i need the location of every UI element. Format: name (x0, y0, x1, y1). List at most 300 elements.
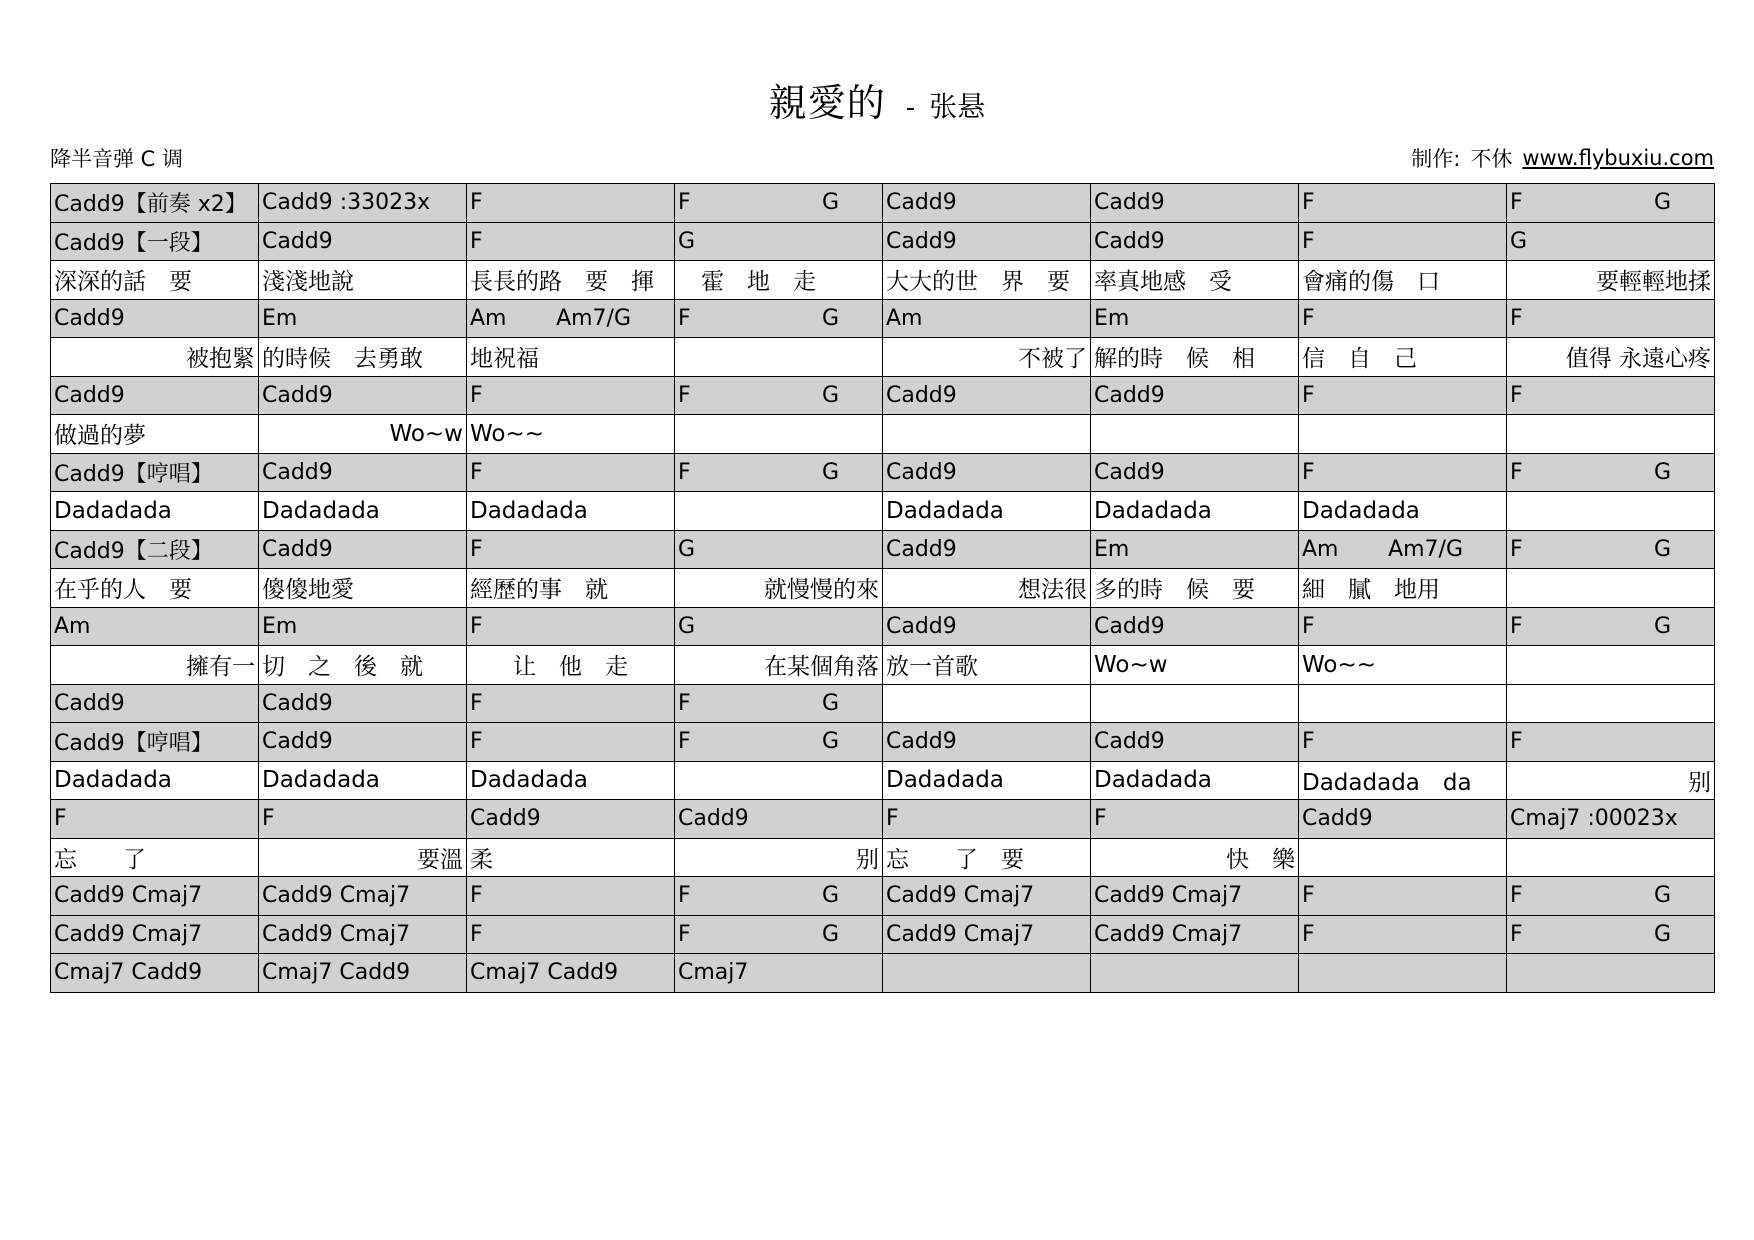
chord-first: Am (470, 305, 507, 331)
chord-cell (883, 915, 1091, 954)
lyric-cell (1507, 761, 1715, 800)
chord-text: Cadd9 Cmaj7 (886, 883, 1035, 909)
lyric-text: 别 (1688, 769, 1711, 796)
lyric-cell (1091, 646, 1299, 685)
chord-first: F (678, 921, 691, 947)
lyric-cell (1299, 761, 1507, 800)
chord-cell (467, 607, 675, 646)
chord-cell (1507, 607, 1715, 646)
lyric-text: 信 自 己 (1302, 346, 1417, 373)
lyric-cell (1299, 338, 1507, 377)
chord-text: F (470, 729, 483, 755)
chord-text: Am (54, 613, 91, 639)
lyric-cell (883, 838, 1091, 877)
lyric-cell (675, 338, 883, 377)
chord-text: Cadd9 Cmaj7 (262, 883, 411, 909)
chord-second: G (821, 729, 839, 755)
chord-pair (678, 922, 879, 947)
lyric-text: 忘 了 要 (886, 846, 1024, 873)
chord-pair (678, 190, 879, 215)
chord-text: Cadd9【哼唱】 (54, 731, 213, 757)
chord-second: G (1653, 883, 1671, 909)
lyric-cell (259, 492, 467, 531)
lyric-text: Dadadada (470, 767, 588, 794)
lyric-cell (1091, 492, 1299, 531)
chord-cell (259, 915, 467, 954)
chord-second: G (1653, 190, 1671, 216)
lyric-cell (51, 261, 259, 300)
chord-text: Cadd9 Cmaj7 (886, 921, 1035, 947)
chord-text: Am (886, 305, 923, 331)
lyric-cell (51, 838, 259, 877)
lyric-text: 擁有一 (186, 654, 255, 681)
lyric-cell (259, 761, 467, 800)
lyric-cell (51, 646, 259, 685)
song-title: 親愛的 (768, 81, 886, 125)
chord-first: Am (1302, 536, 1339, 562)
chord-text: F (470, 382, 483, 408)
chord-cell (467, 915, 675, 954)
chord-text: F (886, 806, 899, 832)
chord-cell (51, 222, 259, 261)
lyric-cell (1299, 492, 1507, 531)
chord-cell (883, 222, 1091, 261)
lyric-text: 深深的話 要 (54, 269, 192, 296)
chord-cell (1507, 723, 1715, 762)
chord-second: G (821, 305, 839, 331)
chord-cell (1507, 222, 1715, 261)
lyric-text: 别 (856, 846, 879, 873)
lyric-text: 大大的世 界 要 (886, 269, 1070, 296)
lyric-cell (1299, 261, 1507, 300)
chord-cell (51, 877, 259, 916)
chord-cell (675, 607, 883, 646)
chord-cell (51, 954, 259, 993)
chord-text: Cadd9【哼唱】 (54, 461, 213, 487)
lyric-row (51, 338, 1715, 377)
lyric-cell (467, 338, 675, 377)
chord-text: Cmaj7 Cadd9 (470, 960, 619, 986)
chord-text: F (1302, 883, 1315, 909)
chord-pair (678, 306, 879, 331)
chord-second: G (821, 883, 839, 909)
chord-text: Em (1094, 305, 1130, 331)
credit-label: 制作: (1411, 147, 1461, 171)
chord-cell (259, 877, 467, 916)
chord-row (51, 800, 1715, 839)
chord-text: Cadd9 (886, 382, 957, 408)
lyric-cell (1091, 261, 1299, 300)
lyric-text: 让 他 走 (513, 654, 628, 681)
lyric-cell (1299, 646, 1507, 685)
lyric-text: 柔 (470, 846, 493, 873)
key-info: 降半音弹 C 调 (50, 147, 184, 171)
lyric-cell (1299, 569, 1507, 608)
chord-cell (467, 723, 675, 762)
lyric-cell (675, 492, 883, 531)
lyric-text: 長長的路 要 揮 (470, 269, 654, 296)
chord-cell (1091, 877, 1299, 916)
title-separator: - (905, 93, 916, 123)
lyric-cell (467, 838, 675, 877)
lyric-row (51, 646, 1715, 685)
chord-cell (259, 684, 467, 723)
chord-first: F (678, 690, 691, 716)
chord-text: F (470, 883, 483, 909)
lyric-cell (883, 761, 1091, 800)
lyric-text: 在乎的人 要 (54, 577, 192, 604)
chord-cell (1299, 299, 1507, 338)
chord-cell (1507, 453, 1715, 492)
lyric-text: Wo~w (389, 420, 463, 447)
lyric-row (51, 492, 1715, 531)
chord-second: G (1653, 536, 1671, 562)
chord-cell (1299, 530, 1507, 569)
chord-cell (1507, 800, 1715, 839)
lyric-cell (675, 838, 883, 877)
chord-cell (1507, 684, 1715, 723)
chord-first: F (678, 729, 691, 755)
lyric-text: Dadadada (886, 497, 1004, 524)
chord-text: F (1094, 806, 1107, 832)
lyric-cell (259, 338, 467, 377)
lyric-cell (467, 492, 675, 531)
lyric-text: 放一首歌 (886, 654, 978, 681)
chord-cell (675, 376, 883, 415)
chord-text: Cmaj7 (678, 960, 749, 986)
lyric-cell (467, 261, 675, 300)
credit-author: 不休 (1470, 147, 1513, 171)
chord-text: Cadd9 (470, 806, 541, 832)
chord-text: Cadd9 (1094, 228, 1165, 254)
chord-second: G (821, 459, 839, 485)
chord-cell (1507, 299, 1715, 338)
lyric-cell (883, 261, 1091, 300)
lyric-text: 快 樂 (1226, 846, 1295, 873)
lyric-text: Dadadada (1302, 497, 1420, 524)
chord-cell (675, 915, 883, 954)
chord-text: G (1510, 228, 1528, 254)
chord-cell (1299, 723, 1507, 762)
chord-cell (1091, 607, 1299, 646)
chord-text: F (1510, 382, 1523, 408)
lyric-cell (259, 261, 467, 300)
chord-text: Cmaj7 Cadd9 (54, 960, 203, 986)
chord-cell (883, 607, 1091, 646)
chord-cell (467, 877, 675, 916)
lyric-text: 淺淺地說 (262, 269, 354, 296)
lyric-text: Dadadada (470, 497, 588, 524)
chord-cell (259, 222, 467, 261)
lyric-cell (51, 415, 259, 454)
chord-text: Cadd9 (678, 806, 749, 832)
chord-text: Cadd9 (54, 305, 125, 331)
lyric-text: 地祝福 (470, 346, 539, 373)
lyric-text: Wo~~ (1302, 651, 1377, 678)
chord-cell (51, 530, 259, 569)
lyric-cell (1299, 415, 1507, 454)
chord-text: Cadd9 (54, 382, 125, 408)
chord-text: Cadd9 (262, 536, 333, 562)
lyric-cell (675, 569, 883, 608)
chord-cell (1091, 684, 1299, 723)
chord-text: Cadd9 :33023x (262, 190, 431, 216)
lyric-text: 在某個角落 (764, 654, 879, 681)
chord-text: F (1302, 613, 1315, 639)
chord-text: G (678, 228, 696, 254)
lyric-text: Dadadada (1094, 497, 1212, 524)
chord-second: G (821, 382, 839, 408)
chord-text: F (470, 690, 483, 716)
lyric-cell (467, 646, 675, 685)
chord-cell (467, 800, 675, 839)
chord-cell (675, 954, 883, 993)
chord-cell (467, 453, 675, 492)
lyric-cell (883, 338, 1091, 377)
chord-cell (467, 954, 675, 993)
lyric-cell (1507, 646, 1715, 685)
chord-pair (678, 883, 879, 908)
chord-cell (51, 453, 259, 492)
chord-row (51, 607, 1715, 646)
lyric-text: Dadadada (1094, 767, 1212, 794)
chord-cell (1507, 184, 1715, 223)
lyric-cell (1091, 569, 1299, 608)
chord-row (51, 299, 1715, 338)
sub-header (50, 143, 1714, 173)
chord-cell (1299, 684, 1507, 723)
lyric-cell (883, 492, 1091, 531)
lyric-cell (467, 569, 675, 608)
chord-row (51, 222, 1715, 261)
chord-text: F (54, 806, 67, 832)
chord-cell (259, 723, 467, 762)
chord-cell (883, 684, 1091, 723)
chord-cell (259, 954, 467, 993)
chord-cell (1507, 954, 1715, 993)
chord-lyric-grid (50, 183, 1715, 993)
chord-cell (1299, 800, 1507, 839)
chord-second: G (821, 921, 839, 947)
chord-text: Cmaj7 Cadd9 (262, 960, 411, 986)
lyric-text: 解的時 候 相 (1094, 346, 1255, 373)
lyric-row (51, 838, 1715, 877)
lyric-cell (675, 646, 883, 685)
chord-pair (1510, 537, 1711, 562)
chord-text: F (1302, 190, 1315, 216)
lyric-cell (259, 838, 467, 877)
chord-pair (470, 306, 671, 331)
chord-first: F (678, 382, 691, 408)
chord-second: G (1653, 613, 1671, 639)
chord-cell (1299, 915, 1507, 954)
chord-first: F (678, 305, 691, 331)
lyric-text: 值得 永遠心疼 (1565, 346, 1711, 373)
credit (1411, 143, 1714, 173)
chord-cell (51, 915, 259, 954)
lyric-text: Dadadada (54, 767, 172, 794)
chord-text: Cadd9 (1094, 613, 1165, 639)
lyric-text: Dadadada (886, 767, 1004, 794)
chord-cell (259, 453, 467, 492)
lyric-text: Wo~w (1094, 651, 1168, 678)
chord-cell (1299, 453, 1507, 492)
chord-text: Cadd9【二段】 (54, 538, 213, 564)
lyric-cell (1507, 569, 1715, 608)
lyric-cell (883, 415, 1091, 454)
lyric-text: 不被了 (1018, 346, 1087, 373)
chord-text: F (470, 921, 483, 947)
lyric-text: 做過的夢 (54, 423, 146, 450)
lyric-text: 傻傻地愛 (262, 577, 354, 604)
chord-text: Cadd9 (262, 382, 333, 408)
lyric-text: Dadadada (262, 767, 380, 794)
chord-text: Cadd9 (262, 690, 333, 716)
lyric-cell (675, 261, 883, 300)
lyric-text: 經歷的事 就 (470, 577, 608, 604)
chord-text: F (1302, 382, 1315, 408)
chord-row (51, 184, 1715, 223)
chord-cell (51, 800, 259, 839)
chord-text: Cadd9【一段】 (54, 230, 213, 256)
chord-cell (259, 530, 467, 569)
chord-text: Cadd9 Cmaj7 (54, 921, 203, 947)
chord-cell (675, 684, 883, 723)
chord-text: G (678, 613, 696, 639)
chord-cell (259, 184, 467, 223)
chord-text: Cadd9 (886, 190, 957, 216)
lyric-cell (1299, 838, 1507, 877)
lyric-row (51, 569, 1715, 608)
chord-text: Cadd9 (886, 459, 957, 485)
chord-first: F (678, 190, 691, 216)
chord-first: F (1510, 459, 1523, 485)
chord-second: Am7/G (556, 305, 631, 331)
chord-text: F (1302, 459, 1315, 485)
chord-pair (678, 691, 879, 716)
website-link[interactable]: www.flybuxiu.com (1522, 146, 1714, 170)
lyric-text: 忘 了 (54, 846, 146, 873)
chord-cell (1091, 800, 1299, 839)
lyric-cell (51, 761, 259, 800)
chord-text: F (470, 228, 483, 254)
chord-cell (51, 723, 259, 762)
chord-cell (883, 184, 1091, 223)
chord-cell (467, 184, 675, 223)
lyric-row (51, 415, 1715, 454)
chord-cell (259, 607, 467, 646)
lyric-text: 細 膩 地用 (1302, 577, 1440, 604)
chord-cell (1091, 530, 1299, 569)
chord-pair (1302, 537, 1503, 562)
chord-pair (1510, 922, 1711, 947)
lyric-text: 要輕輕地揉 (1596, 269, 1711, 296)
chord-cell (1091, 723, 1299, 762)
chord-cell (675, 800, 883, 839)
lyric-cell (467, 415, 675, 454)
lyric-cell (51, 492, 259, 531)
chord-cell (675, 877, 883, 916)
lyric-text: 要溫 (417, 846, 463, 873)
lyric-text: Dadadada da (1302, 769, 1472, 796)
lyric-cell (1091, 838, 1299, 877)
lyric-cell (1507, 415, 1715, 454)
chord-text: Cadd9 (886, 536, 957, 562)
chord-pair (678, 383, 879, 408)
chord-text: Cadd9 (1094, 459, 1165, 485)
chord-text: Em (262, 305, 298, 331)
chord-text: Cadd9 (1094, 382, 1165, 408)
lyric-cell (259, 646, 467, 685)
lyric-cell (467, 761, 675, 800)
chord-text: F (1302, 921, 1315, 947)
chord-cell (1299, 954, 1507, 993)
lyric-text: Wo~~ (470, 420, 545, 447)
chord-cell (51, 299, 259, 338)
chord-cell (675, 299, 883, 338)
chord-cell (675, 723, 883, 762)
chord-text: Cadd9 (54, 690, 125, 716)
chord-cell (883, 299, 1091, 338)
chord-text: F (1302, 305, 1315, 331)
lyric-cell (259, 415, 467, 454)
chord-first: F (1510, 613, 1523, 639)
chord-cell (1091, 299, 1299, 338)
lyric-text: Dadadada (54, 497, 172, 524)
chord-row (51, 915, 1715, 954)
chord-text: Cadd9 Cmaj7 (54, 883, 203, 909)
chord-cell (1299, 376, 1507, 415)
chord-text: Cmaj7 :00023x (1510, 806, 1678, 832)
chord-text: F (262, 806, 275, 832)
chord-text: F (1510, 305, 1523, 331)
chord-first: F (1510, 190, 1523, 216)
chord-cell (1299, 607, 1507, 646)
chord-second: G (1653, 921, 1671, 947)
chord-pair (678, 460, 879, 485)
chord-text: F (470, 190, 483, 216)
chord-text: Cadd9 (886, 613, 957, 639)
chord-cell (1091, 222, 1299, 261)
chord-cell (883, 453, 1091, 492)
chord-text: Cadd9 (262, 228, 333, 254)
chord-cell (1299, 222, 1507, 261)
lyric-text: Dadadada (262, 497, 380, 524)
lyric-cell (675, 415, 883, 454)
lyric-text: 霍 地 走 (678, 269, 816, 296)
chord-cell (51, 684, 259, 723)
chord-text: Cadd9 (886, 228, 957, 254)
chord-text: Cadd9 (1094, 190, 1165, 216)
lyric-cell (883, 569, 1091, 608)
chord-cell (1507, 376, 1715, 415)
chord-cell (1091, 915, 1299, 954)
chord-text: Cadd9 (262, 729, 333, 755)
chord-text: Cadd9【前奏 x2】 (54, 192, 247, 218)
chord-pair (1510, 190, 1711, 215)
chord-cell (675, 530, 883, 569)
lyric-text: 率真地感 受 (1094, 269, 1232, 296)
chord-cell (883, 800, 1091, 839)
chord-text: Cadd9 (1094, 729, 1165, 755)
lyric-cell (259, 569, 467, 608)
chord-first: F (1510, 921, 1523, 947)
chord-text: Em (262, 613, 298, 639)
chord-cell (467, 684, 675, 723)
chord-text: F (1302, 228, 1315, 254)
lyric-cell (1091, 761, 1299, 800)
chord-cell (675, 184, 883, 223)
